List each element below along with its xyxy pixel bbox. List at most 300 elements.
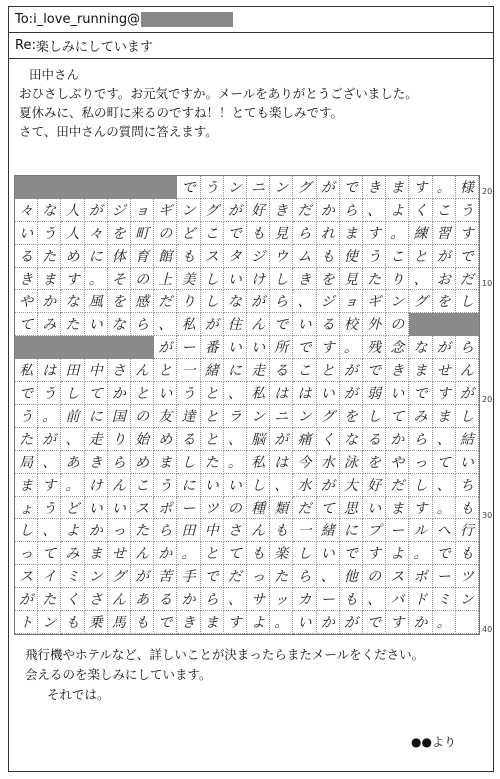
grid-cell: が (340, 611, 363, 634)
redacted-cell (456, 313, 479, 336)
grid-cell: ら (270, 290, 293, 313)
grid-cell: 行 (456, 519, 479, 542)
grid-cell: き (177, 611, 200, 634)
grid-cell: 水 (293, 474, 316, 497)
grid-cell: 楽 (270, 542, 293, 565)
grid-cell: 風 (85, 290, 108, 313)
subject-label: Re: (15, 38, 36, 53)
grid-cell: に (85, 245, 108, 268)
grid-cell: こ (433, 199, 456, 222)
grid-cell: か (38, 290, 61, 313)
grid-cell: い (154, 382, 177, 405)
grid-cell: た (15, 428, 38, 451)
grid-cell: と (201, 382, 224, 405)
grid-cell: し (456, 290, 479, 313)
grid-cell: か (409, 611, 432, 634)
grid-cell: が (201, 313, 224, 336)
grid-cell: い (317, 382, 340, 405)
grid-cell: う (38, 222, 61, 245)
grid-cell: 習 (433, 222, 456, 245)
grid-cell: と (201, 542, 224, 565)
grid-cell: 一 (293, 519, 316, 542)
grid-marker: 20 (482, 187, 493, 196)
grid-cell: 、 (38, 519, 61, 542)
grid-cell: て (85, 382, 108, 405)
grid-cell: だ (293, 199, 316, 222)
grid-cell: 育 (131, 245, 154, 268)
grid-marker: 40 (482, 625, 493, 634)
grid-cell: う (15, 405, 38, 428)
grid-cell: 。 (433, 611, 456, 634)
grid-cell: ジ (247, 245, 270, 268)
grid-cell: と (409, 245, 432, 268)
grid-cell: ン (386, 290, 409, 313)
grid-cell: ト (15, 611, 38, 634)
grid-cell: ま (409, 359, 432, 382)
grid-cell: な (108, 313, 131, 336)
grid-cell: が (317, 176, 340, 199)
grid-cell: ん (108, 588, 131, 611)
grid-cell: み (61, 542, 84, 565)
grid-cell: で (340, 542, 363, 565)
grid-cell: 弱 (363, 382, 386, 405)
grid-cell: ン (270, 176, 293, 199)
grid-cell: か (177, 588, 200, 611)
grid-cell: ど (61, 497, 84, 520)
grid-cell: け (85, 474, 108, 497)
grid-cell: 人 (61, 199, 84, 222)
redacted-cell (15, 176, 38, 199)
grid-cell: の (131, 405, 154, 428)
grid-cell: グ (293, 176, 316, 199)
grid-cell: い (293, 313, 316, 336)
grid-cell: の (154, 222, 177, 245)
grid-cell: っ (409, 451, 432, 474)
grid-cell: ま (201, 611, 224, 634)
grid-cell: 乗 (85, 611, 108, 634)
subject-text: 楽しみにしています (35, 40, 153, 55)
grid-cell: ン (85, 565, 108, 588)
grid-cell: 水 (317, 451, 340, 474)
grid-cell: な (224, 290, 247, 313)
grid-cell: て (224, 542, 247, 565)
grid-cell: ー (177, 497, 200, 520)
grid-cell: し (201, 268, 224, 291)
grid-cell: が (433, 336, 456, 359)
grid-cell: を (108, 290, 131, 313)
grid-cell: が (247, 290, 270, 313)
grid-cell: め (131, 451, 154, 474)
grid-cell: き (363, 176, 386, 199)
grid-cell: ら (456, 336, 479, 359)
grid-cell: 、 (433, 474, 456, 497)
grid-cell: 、 (409, 268, 432, 291)
grid-cell: を (340, 405, 363, 428)
grid-cell: す (433, 382, 456, 405)
grid-cell: 好 (247, 199, 270, 222)
grid-cell: 。 (433, 497, 456, 520)
grid-cell: み (38, 313, 61, 336)
grid-cell: ル (409, 519, 432, 542)
grid-cell: り (386, 268, 409, 291)
grid-cell: 田 (177, 519, 200, 542)
grid-cell: 他 (340, 565, 363, 588)
grid-cell: た (38, 588, 61, 611)
grid-cell: う (154, 474, 177, 497)
grid-cell: っ (247, 565, 270, 588)
grid-cell: い (224, 336, 247, 359)
grid-cell: 私 (177, 313, 200, 336)
grid-cell: た (201, 451, 224, 474)
grid-cell: く (61, 588, 84, 611)
grid-cell: る (270, 359, 293, 382)
grid-cell: く (409, 199, 432, 222)
grid-cell: い (247, 336, 270, 359)
to-label: To: (15, 12, 34, 27)
grid-cell: い (363, 497, 386, 520)
grid-cell: し (247, 474, 270, 497)
grid-cell: ま (154, 451, 177, 474)
grid-cell: 々 (15, 199, 38, 222)
grid-cell: が (38, 428, 61, 451)
grid-cell: も (247, 542, 270, 565)
grid-cell: し (293, 542, 316, 565)
grid-cell: な (409, 336, 432, 359)
grid-cell: 、 (270, 474, 293, 497)
grid-cell: ジ (317, 290, 340, 313)
grid-cell: い (293, 611, 316, 634)
grid-cell: 。 (85, 268, 108, 291)
grid-cell: ら (201, 588, 224, 611)
redacted-cell (85, 336, 108, 359)
grid-cell: ん (131, 359, 154, 382)
grid-cell: こ (293, 359, 316, 382)
grid-cell: ニ (247, 176, 270, 199)
grid-cell: で (177, 176, 200, 199)
grid-cell: う (38, 382, 61, 405)
grid-cell: で (363, 611, 386, 634)
grid-cell: 。 (38, 405, 61, 428)
grid-cell: も (131, 611, 154, 634)
grid-cell: は (270, 382, 293, 405)
grid-cell: バ (386, 588, 409, 611)
grid-cell: 、 (224, 588, 247, 611)
grid-cell: さ (224, 519, 247, 542)
grid-cell: っ (15, 542, 38, 565)
grid-cell: 私 (15, 359, 38, 382)
grid-cell: す (409, 497, 432, 520)
grid-cell: タ (224, 245, 247, 268)
grid-cell: 々 (85, 222, 108, 245)
grid-cell: 私 (247, 451, 270, 474)
grid-cell: よ (386, 542, 409, 565)
grid-cell: い (15, 222, 38, 245)
grid-cell: 念 (386, 336, 409, 359)
grid-cell: 好 (363, 474, 386, 497)
grid-cell: ー (386, 519, 409, 542)
grid-cell: も (340, 588, 363, 611)
grid-cell: ら (293, 222, 316, 245)
grid-cell: ス (201, 245, 224, 268)
grid-cell: ー (317, 588, 340, 611)
grid-cell: さ (108, 359, 131, 382)
grid-cell: く (317, 428, 340, 451)
grid-cell: は (293, 382, 316, 405)
grid-cell: き (15, 268, 38, 291)
grid-cell: た (270, 565, 293, 588)
grid-cell: が (270, 428, 293, 451)
grid-cell: い (85, 497, 108, 520)
grid-cell: 、 (433, 428, 456, 451)
grid-cell: も (270, 519, 293, 542)
grid-cell: 。 (61, 474, 84, 497)
grid-cell: ジ (108, 199, 131, 222)
grid-cell: す (363, 222, 386, 245)
grid-cell: た (61, 313, 84, 336)
grid-cell: 所 (270, 336, 293, 359)
grid-cell: い (224, 268, 247, 291)
grid-cell: 。 (177, 542, 200, 565)
grid-cell: ミ (61, 565, 84, 588)
grid-cell: ド (409, 588, 432, 611)
grid-marker: 10 (482, 279, 493, 288)
grid-cell: み (409, 405, 432, 428)
grid-cell: ら (154, 519, 177, 542)
grid-cell: 走 (85, 428, 108, 451)
grid-cell: て (38, 542, 61, 565)
grid-cell: る (154, 588, 177, 611)
grid-cell: 人 (61, 222, 84, 245)
grid-cell: が (340, 382, 363, 405)
grid-cell: と (154, 359, 177, 382)
redacted-cell (85, 176, 108, 199)
grid-cell: な (38, 199, 61, 222)
grid-cell: す (38, 474, 61, 497)
grid-cell: ム (293, 245, 316, 268)
grid-cell: ン (247, 405, 270, 428)
grid-cell: が (131, 565, 154, 588)
handwritten-grid (14, 175, 480, 635)
grid-cell: 中 (85, 359, 108, 382)
grid-cell: グ (201, 199, 224, 222)
grid-cell: 様 (456, 176, 479, 199)
grid-cell: が (433, 245, 456, 268)
grid-cell: が (224, 199, 247, 222)
grid-cell: か (85, 519, 108, 542)
grid-cell: し (61, 382, 84, 405)
grid-cell: ン (177, 199, 200, 222)
letter-closing (25, 645, 485, 705)
grid-cell: よ (247, 611, 270, 634)
grid-cell: ら (409, 428, 432, 451)
grid-cell: ミ (433, 588, 456, 611)
grid-cell: し (201, 290, 224, 313)
grid-cell: に (85, 405, 108, 428)
signoff: ●●より (411, 735, 456, 749)
grid-cell: い (201, 474, 224, 497)
grid-cell: 、 (363, 199, 386, 222)
grid-cell: 。 (270, 611, 293, 634)
grid-cell: か (317, 199, 340, 222)
grid-cell: だ (293, 497, 316, 520)
grid-cell: き (85, 451, 108, 474)
grid-cell: ー (177, 336, 200, 359)
grid-cell: が (340, 359, 363, 382)
grid-cell: に (177, 474, 200, 497)
subject-field (9, 33, 493, 59)
grid-cell: 。 (433, 176, 456, 199)
grid-cell: 始 (131, 428, 154, 451)
grid-cell: も (456, 542, 479, 565)
grid-cell: で (201, 565, 224, 588)
grid-cell: ン (293, 405, 316, 428)
grid-cell: す (456, 222, 479, 245)
grid-cell: プ (363, 519, 386, 542)
grid-cell: ツ (456, 565, 479, 588)
grid-cell: 種 (247, 497, 270, 520)
grid-cell: た (363, 268, 386, 291)
grid-cell: 泳 (340, 451, 363, 474)
grid-cell: る (177, 428, 200, 451)
grid-cell: こ (131, 474, 154, 497)
closing-line-2: 会えるのを楽しみにしています。 (25, 667, 212, 682)
grid-cell: 今 (293, 451, 316, 474)
grid-cell: ん (108, 474, 131, 497)
grid-cell: そ (108, 268, 131, 291)
grid-cell: が (317, 474, 340, 497)
grid-cell: し (409, 474, 432, 497)
grid-cell: あ (61, 451, 84, 474)
grid-cell: グ (108, 565, 131, 588)
grid-cell: 前 (61, 405, 84, 428)
grid-cell: と (317, 359, 340, 382)
grid-cell: だ (386, 474, 409, 497)
grid-cell: ん (456, 359, 479, 382)
grid-cell: と (131, 382, 154, 405)
grid-cell: ン (456, 588, 479, 611)
grid-cell: の (363, 565, 386, 588)
grid-cell: 友 (154, 405, 177, 428)
grid-cell: 、 (363, 588, 386, 611)
grid-cell: ポ (409, 565, 432, 588)
grid-cell: す (363, 542, 386, 565)
grid-cell: し (363, 405, 386, 428)
grid-cell: 住 (224, 313, 247, 336)
grid-cell: ま (386, 497, 409, 520)
grid-cell: で (363, 359, 386, 382)
grid-cell: せ (108, 542, 131, 565)
grid-cell: す (61, 268, 84, 291)
grid-cell: ョ (340, 290, 363, 313)
grid-cell: り (108, 428, 131, 451)
grid-cell: で (433, 542, 456, 565)
grid-cell: す (409, 176, 432, 199)
grid-cell: 類 (270, 497, 293, 520)
grid-cell: ま (38, 268, 61, 291)
grid-cell: 残 (363, 336, 386, 359)
letter-sheet (8, 6, 494, 772)
grid-cell: 痛 (293, 428, 316, 451)
redacted-cell (61, 336, 84, 359)
intro-line-2: 夏休みに、私の町に来るのですね！！とても楽しみです。 (19, 105, 344, 120)
to-field (9, 7, 493, 33)
grid-cell: し (15, 519, 38, 542)
grid-cell: 美 (177, 268, 200, 291)
grid-cell: 番 (201, 336, 224, 359)
grid-cell: ー (433, 565, 456, 588)
grid-cell: や (386, 451, 409, 474)
redacted-cell (38, 176, 61, 199)
grid-cell: 、 (224, 428, 247, 451)
grid-cell: て (433, 451, 456, 474)
grid-cell: は (270, 451, 293, 474)
grid-cell: し (456, 405, 479, 428)
grid-cell: 町 (131, 222, 154, 245)
grid-cell: ま (433, 405, 456, 428)
grid-cell: も (61, 611, 84, 634)
grid-cell: 緒 (201, 359, 224, 382)
grid-cell: ツ (201, 497, 224, 520)
grid-cell: が (154, 336, 177, 359)
grid-cell: ギ (363, 290, 386, 313)
grid-cell: の (224, 497, 247, 520)
redacted-cell (154, 176, 177, 199)
grid-cell: が (15, 588, 38, 611)
grid-cell: っ (108, 519, 131, 542)
grid-cell: い (317, 542, 340, 565)
grid-cell: ん (247, 313, 270, 336)
grid-cell: だ (456, 268, 479, 291)
grid-cell: ン (38, 611, 61, 634)
grid-cell: い (108, 497, 131, 520)
grid-cell: 私 (247, 382, 270, 405)
grid-cell: な (340, 428, 363, 451)
grid-cell: も (317, 245, 340, 268)
grid-cell: へ (433, 519, 456, 542)
grid-cell: き (293, 268, 316, 291)
grid-cell: ま (386, 176, 409, 199)
grid-cell: 、 (61, 428, 84, 451)
grid-cell: に (224, 359, 247, 382)
grid-cell: ラ (224, 405, 247, 428)
grid-cell: ち (456, 474, 479, 497)
grid-cell: す (386, 611, 409, 634)
grid-cell: 苦 (154, 565, 177, 588)
grid-cell: い (224, 474, 247, 497)
grid-cell: の (131, 268, 154, 291)
grid-cell: け (247, 268, 270, 291)
grid-cell: 、 (154, 313, 177, 336)
grid-cell: め (154, 428, 177, 451)
grid-cell: 校 (340, 313, 363, 336)
grid-cell: カ (293, 588, 316, 611)
grid-cell: し (270, 268, 293, 291)
grid-cell: だ (154, 290, 177, 313)
grid-cell: 緒 (317, 519, 340, 542)
closing-line-1: 飛行機やホテルなど、詳しいことが決まったらまたメールをください。 (25, 647, 425, 662)
to-address: i_love_running@ (33, 12, 141, 27)
grid-cell: 走 (247, 359, 270, 382)
grid-cell: ど (177, 222, 200, 245)
redacted-cell (409, 313, 432, 336)
grid-cell: め (61, 245, 84, 268)
redacted-domain (141, 12, 233, 27)
grid-cell: ョ (131, 199, 154, 222)
grid-cell: 馬 (108, 611, 131, 634)
grid-cell: を (433, 290, 456, 313)
grid-cell: 体 (108, 245, 131, 268)
grid-cell: 使 (340, 245, 363, 268)
